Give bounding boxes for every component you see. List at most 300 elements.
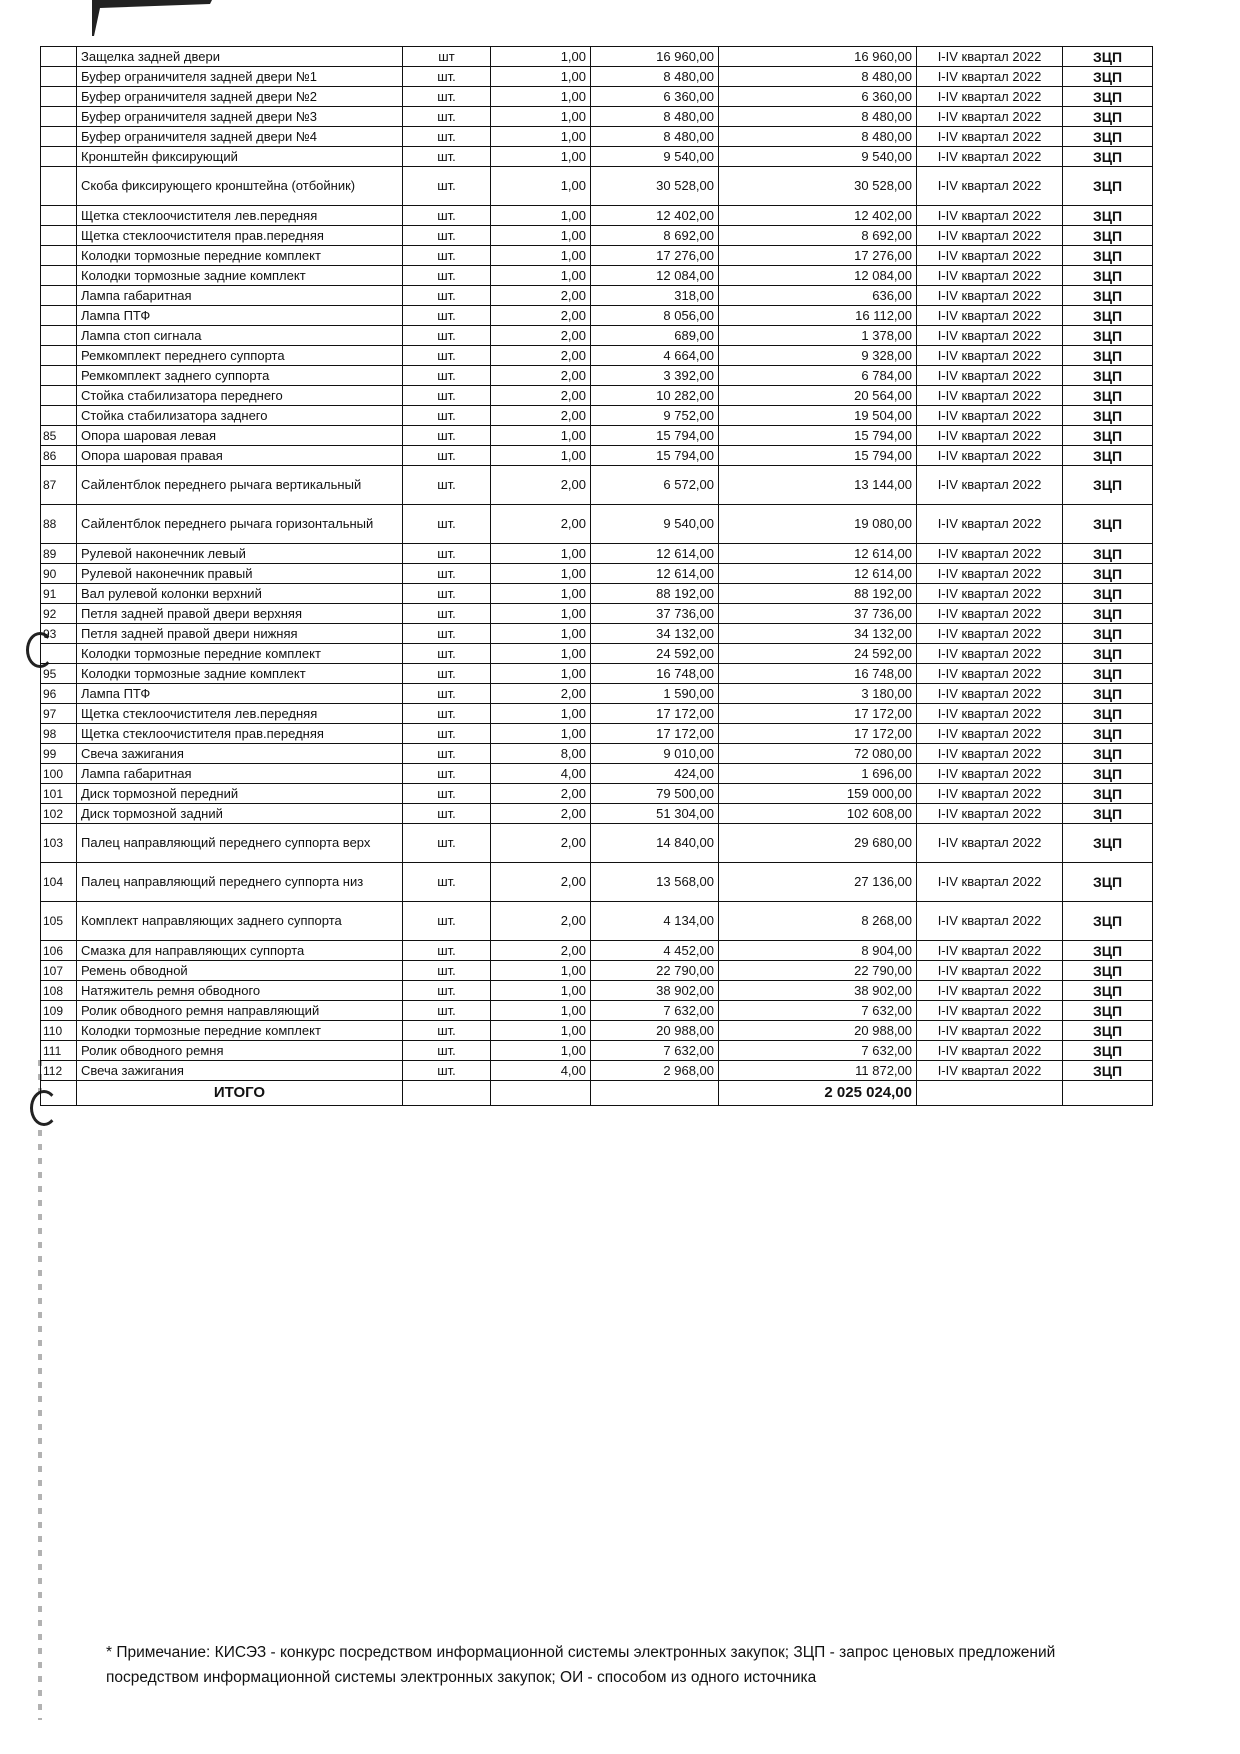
table-row	[41, 941, 1153, 961]
item-name: Сайлентблок переднего рычага горизонтальный	[77, 505, 403, 544]
item-method: ЗЦП	[1063, 704, 1153, 724]
row-number: 107	[41, 961, 77, 981]
item-unit: шт.	[403, 824, 491, 863]
item-quantity: 1,00	[491, 167, 591, 206]
item-unit: шт.	[403, 1041, 491, 1061]
item-name: Защелка задней двери	[77, 47, 403, 67]
total-empty-cell	[591, 1081, 719, 1106]
item-period: I-IV квартал 2022	[917, 167, 1063, 206]
table-row	[41, 902, 1153, 941]
item-quantity: 1,00	[491, 624, 591, 644]
item-sum: 16 748,00	[719, 664, 917, 684]
item-price: 79 500,00	[591, 784, 719, 804]
item-period: I-IV квартал 2022	[917, 824, 1063, 863]
item-price: 2 968,00	[591, 1061, 719, 1081]
table-row	[41, 624, 1153, 644]
row-number: 103	[41, 824, 77, 863]
item-sum: 27 136,00	[719, 863, 917, 902]
item-name: Ремкомплект заднего суппорта	[77, 366, 403, 386]
item-sum: 12 402,00	[719, 206, 917, 226]
item-unit: шт.	[403, 624, 491, 644]
item-period: I-IV квартал 2022	[917, 804, 1063, 824]
item-period: I-IV квартал 2022	[917, 107, 1063, 127]
item-period: I-IV квартал 2022	[917, 127, 1063, 147]
item-quantity: 2,00	[491, 366, 591, 386]
item-sum: 19 504,00	[719, 406, 917, 426]
item-period: I-IV квартал 2022	[917, 604, 1063, 624]
item-period: I-IV квартал 2022	[917, 764, 1063, 784]
table-row	[41, 664, 1153, 684]
item-unit: шт.	[403, 466, 491, 505]
item-price: 7 632,00	[591, 1041, 719, 1061]
item-quantity: 2,00	[491, 346, 591, 366]
item-unit: шт.	[403, 206, 491, 226]
item-quantity: 1,00	[491, 584, 591, 604]
item-sum: 38 902,00	[719, 981, 917, 1001]
item-quantity: 2,00	[491, 804, 591, 824]
item-quantity: 4,00	[491, 764, 591, 784]
item-quantity: 2,00	[491, 286, 591, 306]
item-period: I-IV квартал 2022	[917, 644, 1063, 664]
item-name: Петля задней правой двери верхняя	[77, 604, 403, 624]
item-unit: шт.	[403, 406, 491, 426]
row-number	[41, 366, 77, 386]
item-quantity: 2,00	[491, 684, 591, 704]
table-row	[41, 426, 1153, 446]
item-method: ЗЦП	[1063, 246, 1153, 266]
item-price: 424,00	[591, 764, 719, 784]
item-unit: шт.	[403, 266, 491, 286]
item-unit: шт.	[403, 326, 491, 346]
item-method: ЗЦП	[1063, 1061, 1153, 1081]
table-row	[41, 764, 1153, 784]
item-method: ЗЦП	[1063, 744, 1153, 764]
item-unit: шт.	[403, 902, 491, 941]
table-row	[41, 863, 1153, 902]
item-sum: 19 080,00	[719, 505, 917, 544]
item-sum: 8 480,00	[719, 67, 917, 87]
item-period: I-IV квартал 2022	[917, 366, 1063, 386]
item-name: Ремень обводной	[77, 961, 403, 981]
item-name: Щетка стеклоочистителя прав.передняя	[77, 226, 403, 246]
item-quantity: 2,00	[491, 941, 591, 961]
item-sum: 13 144,00	[719, 466, 917, 505]
item-quantity: 1,00	[491, 564, 591, 584]
item-period: I-IV квартал 2022	[917, 784, 1063, 804]
table-row	[41, 107, 1153, 127]
row-number: 112	[41, 1061, 77, 1081]
item-quantity: 4,00	[491, 1061, 591, 1081]
item-quantity: 1,00	[491, 644, 591, 664]
item-price: 4 134,00	[591, 902, 719, 941]
item-period: I-IV квартал 2022	[917, 226, 1063, 246]
item-period: I-IV квартал 2022	[917, 47, 1063, 67]
row-number: 91	[41, 584, 77, 604]
item-method: ЗЦП	[1063, 67, 1153, 87]
item-period: I-IV квартал 2022	[917, 386, 1063, 406]
item-quantity: 1,00	[491, 446, 591, 466]
item-price: 8 480,00	[591, 107, 719, 127]
row-number	[41, 206, 77, 226]
item-method: ЗЦП	[1063, 326, 1153, 346]
item-price: 1 590,00	[591, 684, 719, 704]
item-unit: шт.	[403, 863, 491, 902]
item-unit: шт.	[403, 564, 491, 584]
item-price: 9 752,00	[591, 406, 719, 426]
row-number: 89	[41, 544, 77, 564]
item-period: I-IV квартал 2022	[917, 466, 1063, 505]
item-quantity: 1,00	[491, 246, 591, 266]
item-quantity: 1,00	[491, 1041, 591, 1061]
item-period: I-IV квартал 2022	[917, 584, 1063, 604]
table-row	[41, 981, 1153, 1001]
item-method: ЗЦП	[1063, 664, 1153, 684]
item-name: Колодки тормозные передние комплект	[77, 246, 403, 266]
table-row	[41, 366, 1153, 386]
row-number	[41, 87, 77, 107]
row-number: 96	[41, 684, 77, 704]
row-number	[41, 246, 77, 266]
total-empty-cell	[41, 1081, 77, 1106]
item-method: ЗЦП	[1063, 446, 1153, 466]
table-row	[41, 684, 1153, 704]
table-row	[41, 446, 1153, 466]
item-name: Скоба фиксирующего кронштейна (отбойник)	[77, 167, 403, 206]
item-quantity: 1,00	[491, 147, 591, 167]
item-quantity: 2,00	[491, 863, 591, 902]
row-number	[41, 226, 77, 246]
row-number: 109	[41, 1001, 77, 1021]
item-period: I-IV квартал 2022	[917, 246, 1063, 266]
table-row	[41, 226, 1153, 246]
item-sum: 88 192,00	[719, 584, 917, 604]
item-price: 12 402,00	[591, 206, 719, 226]
item-price: 24 592,00	[591, 644, 719, 664]
item-unit: шт.	[403, 1001, 491, 1021]
item-name: Буфер ограничителя задней двери №2	[77, 87, 403, 107]
row-number	[41, 644, 77, 664]
item-sum: 17 172,00	[719, 704, 917, 724]
item-method: ЗЦП	[1063, 961, 1153, 981]
item-name: Лампа габаритная	[77, 764, 403, 784]
table-row	[41, 644, 1153, 664]
item-sum: 8 480,00	[719, 127, 917, 147]
item-price: 17 276,00	[591, 246, 719, 266]
item-sum: 15 794,00	[719, 426, 917, 446]
item-unit: шт.	[403, 1021, 491, 1041]
item-period: I-IV квартал 2022	[917, 941, 1063, 961]
item-unit: шт.	[403, 386, 491, 406]
item-period: I-IV квартал 2022	[917, 286, 1063, 306]
item-period: I-IV квартал 2022	[917, 684, 1063, 704]
table-row	[41, 386, 1153, 406]
item-price: 9 010,00	[591, 744, 719, 764]
item-quantity: 1,00	[491, 664, 591, 684]
item-name: Рулевой наконечник левый	[77, 544, 403, 564]
table-row	[41, 604, 1153, 624]
item-sum: 1 378,00	[719, 326, 917, 346]
item-sum: 6 360,00	[719, 87, 917, 107]
row-number	[41, 406, 77, 426]
row-number	[41, 67, 77, 87]
item-period: I-IV квартал 2022	[917, 87, 1063, 107]
item-unit: шт.	[403, 784, 491, 804]
item-sum: 72 080,00	[719, 744, 917, 764]
total-empty-cell	[491, 1081, 591, 1106]
item-method: ЗЦП	[1063, 226, 1153, 246]
item-unit: шт.	[403, 426, 491, 446]
item-period: I-IV квартал 2022	[917, 704, 1063, 724]
item-sum: 16 960,00	[719, 47, 917, 67]
table-row	[41, 584, 1153, 604]
item-sum: 30 528,00	[719, 167, 917, 206]
item-name: Свеча зажигания	[77, 744, 403, 764]
table-row	[41, 406, 1153, 426]
item-unit: шт.	[403, 226, 491, 246]
item-price: 16 960,00	[591, 47, 719, 67]
table-row	[41, 1041, 1153, 1061]
item-name: Лампа габаритная	[77, 286, 403, 306]
table-row	[41, 47, 1153, 67]
item-price: 37 736,00	[591, 604, 719, 624]
item-sum: 20 988,00	[719, 1021, 917, 1041]
item-method: ЗЦП	[1063, 206, 1153, 226]
item-sum: 12 614,00	[719, 564, 917, 584]
item-price: 51 304,00	[591, 804, 719, 824]
row-number: 104	[41, 863, 77, 902]
item-sum: 8 692,00	[719, 226, 917, 246]
item-sum: 15 794,00	[719, 446, 917, 466]
item-name: Рулевой наконечник правый	[77, 564, 403, 584]
row-number: 101	[41, 784, 77, 804]
item-sum: 16 112,00	[719, 306, 917, 326]
item-sum: 9 328,00	[719, 346, 917, 366]
total-empty-cell	[917, 1081, 1063, 1106]
table-row	[41, 67, 1153, 87]
item-unit: шт.	[403, 107, 491, 127]
item-name: Щетка стеклоочистителя лев.передняя	[77, 704, 403, 724]
item-name: Колодки тормозные передние комплект	[77, 1021, 403, 1041]
row-number: 99	[41, 744, 77, 764]
item-price: 6 360,00	[591, 87, 719, 107]
table-row	[41, 1021, 1153, 1041]
row-number	[41, 266, 77, 286]
item-name: Буфер ограничителя задней двери №1	[77, 67, 403, 87]
item-quantity: 1,00	[491, 266, 591, 286]
row-number	[41, 306, 77, 326]
item-name: Стойка стабилизатора заднего	[77, 406, 403, 426]
table-row	[41, 1001, 1153, 1021]
table-row	[41, 961, 1153, 981]
row-number: 110	[41, 1021, 77, 1041]
row-number: 87	[41, 466, 77, 505]
item-unit: шт.	[403, 724, 491, 744]
item-unit: шт.	[403, 764, 491, 784]
item-name: Опора шаровая правая	[77, 446, 403, 466]
item-period: I-IV квартал 2022	[917, 863, 1063, 902]
item-sum: 12 084,00	[719, 266, 917, 286]
item-method: ЗЦП	[1063, 941, 1153, 961]
row-number	[41, 167, 77, 206]
item-price: 38 902,00	[591, 981, 719, 1001]
table-row	[41, 346, 1153, 366]
item-unit: шт	[403, 47, 491, 67]
item-name: Петля задней правой двери нижняя	[77, 624, 403, 644]
table-row	[41, 246, 1153, 266]
item-sum: 6 784,00	[719, 366, 917, 386]
item-sum: 7 632,00	[719, 1001, 917, 1021]
table-row	[41, 744, 1153, 764]
total-sum: 2 025 024,00	[719, 1081, 917, 1106]
item-name: Смазка для направляющих суппорта	[77, 941, 403, 961]
item-period: I-IV квартал 2022	[917, 544, 1063, 564]
item-sum: 20 564,00	[719, 386, 917, 406]
row-number: 93	[41, 624, 77, 644]
item-method: ЗЦП	[1063, 824, 1153, 863]
row-number: 108	[41, 981, 77, 1001]
item-unit: шт.	[403, 127, 491, 147]
item-quantity: 2,00	[491, 466, 591, 505]
item-method: ЗЦП	[1063, 346, 1153, 366]
item-period: I-IV квартал 2022	[917, 1041, 1063, 1061]
table-row	[41, 564, 1153, 584]
item-period: I-IV квартал 2022	[917, 744, 1063, 764]
item-quantity: 1,00	[491, 206, 591, 226]
item-method: ЗЦП	[1063, 644, 1153, 664]
item-name: Щетка стеклоочистителя лев.передняя	[77, 206, 403, 226]
table-row	[41, 804, 1153, 824]
item-quantity: 1,00	[491, 226, 591, 246]
item-name: Палец направляющий переднего суппорта верх	[77, 824, 403, 863]
item-price: 12 614,00	[591, 564, 719, 584]
item-method: ЗЦП	[1063, 286, 1153, 306]
item-method: ЗЦП	[1063, 804, 1153, 824]
item-method: ЗЦП	[1063, 366, 1153, 386]
item-price: 8 480,00	[591, 67, 719, 87]
item-method: ЗЦП	[1063, 127, 1153, 147]
table-row	[41, 704, 1153, 724]
item-sum: 1 696,00	[719, 764, 917, 784]
item-quantity: 1,00	[491, 47, 591, 67]
row-number: 97	[41, 704, 77, 724]
row-number: 90	[41, 564, 77, 584]
item-sum: 8 904,00	[719, 941, 917, 961]
item-price: 318,00	[591, 286, 719, 306]
item-method: ЗЦП	[1063, 604, 1153, 624]
item-unit: шт.	[403, 804, 491, 824]
item-name: Вал рулевой колонки верхний	[77, 584, 403, 604]
table-row	[41, 824, 1153, 863]
item-price: 4 452,00	[591, 941, 719, 961]
item-unit: шт.	[403, 664, 491, 684]
item-quantity: 2,00	[491, 306, 591, 326]
item-sum: 24 592,00	[719, 644, 917, 664]
item-method: ЗЦП	[1063, 684, 1153, 704]
item-period: I-IV квартал 2022	[917, 1061, 1063, 1081]
table-row	[41, 784, 1153, 804]
item-quantity: 1,00	[491, 704, 591, 724]
item-name: Натяжитель ремня обводного	[77, 981, 403, 1001]
item-price: 13 568,00	[591, 863, 719, 902]
item-price: 8 480,00	[591, 127, 719, 147]
row-number: 106	[41, 941, 77, 961]
item-name: Палец направляющий переднего суппорта низ	[77, 863, 403, 902]
item-period: I-IV квартал 2022	[917, 266, 1063, 286]
item-name: Ролик обводного ремня	[77, 1041, 403, 1061]
total-empty-cell	[403, 1081, 491, 1106]
item-period: I-IV квартал 2022	[917, 564, 1063, 584]
item-unit: шт.	[403, 286, 491, 306]
row-number	[41, 386, 77, 406]
item-method: ЗЦП	[1063, 386, 1153, 406]
item-quantity: 1,00	[491, 426, 591, 446]
item-method: ЗЦП	[1063, 266, 1153, 286]
item-method: ЗЦП	[1063, 87, 1153, 107]
item-sum: 11 872,00	[719, 1061, 917, 1081]
item-sum: 22 790,00	[719, 961, 917, 981]
item-quantity: 2,00	[491, 824, 591, 863]
row-number: 98	[41, 724, 77, 744]
table-row	[41, 326, 1153, 346]
item-method: ЗЦП	[1063, 724, 1153, 744]
item-sum: 34 132,00	[719, 624, 917, 644]
row-number: 102	[41, 804, 77, 824]
item-unit: шт.	[403, 704, 491, 724]
item-quantity: 1,00	[491, 87, 591, 107]
item-quantity: 1,00	[491, 724, 591, 744]
item-unit: шт.	[403, 306, 491, 326]
row-number: 85	[41, 426, 77, 446]
item-quantity: 1,00	[491, 1001, 591, 1021]
table-body	[41, 47, 1153, 1081]
procurement-table	[40, 46, 1153, 1106]
table-row	[41, 1061, 1153, 1081]
item-price: 17 172,00	[591, 724, 719, 744]
item-unit: шт.	[403, 346, 491, 366]
item-period: I-IV квартал 2022	[917, 426, 1063, 446]
item-sum: 636,00	[719, 286, 917, 306]
item-unit: шт.	[403, 981, 491, 1001]
item-name: Ремкомплект переднего суппорта	[77, 346, 403, 366]
total-row	[41, 1081, 1153, 1106]
item-quantity: 1,00	[491, 107, 591, 127]
item-unit: шт.	[403, 744, 491, 764]
item-sum: 3 180,00	[719, 684, 917, 704]
item-name: Буфер ограничителя задней двери №4	[77, 127, 403, 147]
footnote: * Примечание: КИСЭЗ - конкурс посредством информационной системы электронных закупок; ЗЦП - запрос ценовых предложений посредством информационной системы электронных закупок; ОИ - способом из одного источника	[106, 1644, 1056, 1686]
item-method: ЗЦП	[1063, 147, 1153, 167]
item-method: ЗЦП	[1063, 863, 1153, 902]
item-price: 22 790,00	[591, 961, 719, 981]
item-quantity: 2,00	[491, 386, 591, 406]
item-sum: 12 614,00	[719, 544, 917, 564]
item-unit: шт.	[403, 147, 491, 167]
item-method: ЗЦП	[1063, 47, 1153, 67]
item-sum: 7 632,00	[719, 1041, 917, 1061]
item-period: I-IV квартал 2022	[917, 624, 1063, 644]
item-method: ЗЦП	[1063, 902, 1153, 941]
item-method: ЗЦП	[1063, 1021, 1153, 1041]
item-method: ЗЦП	[1063, 624, 1153, 644]
item-price: 8 692,00	[591, 226, 719, 246]
item-unit: шт.	[403, 604, 491, 624]
item-price: 689,00	[591, 326, 719, 346]
item-method: ЗЦП	[1063, 1041, 1153, 1061]
item-unit: шт.	[403, 67, 491, 87]
row-number	[41, 326, 77, 346]
item-period: I-IV квартал 2022	[917, 206, 1063, 226]
item-sum: 8 268,00	[719, 902, 917, 941]
